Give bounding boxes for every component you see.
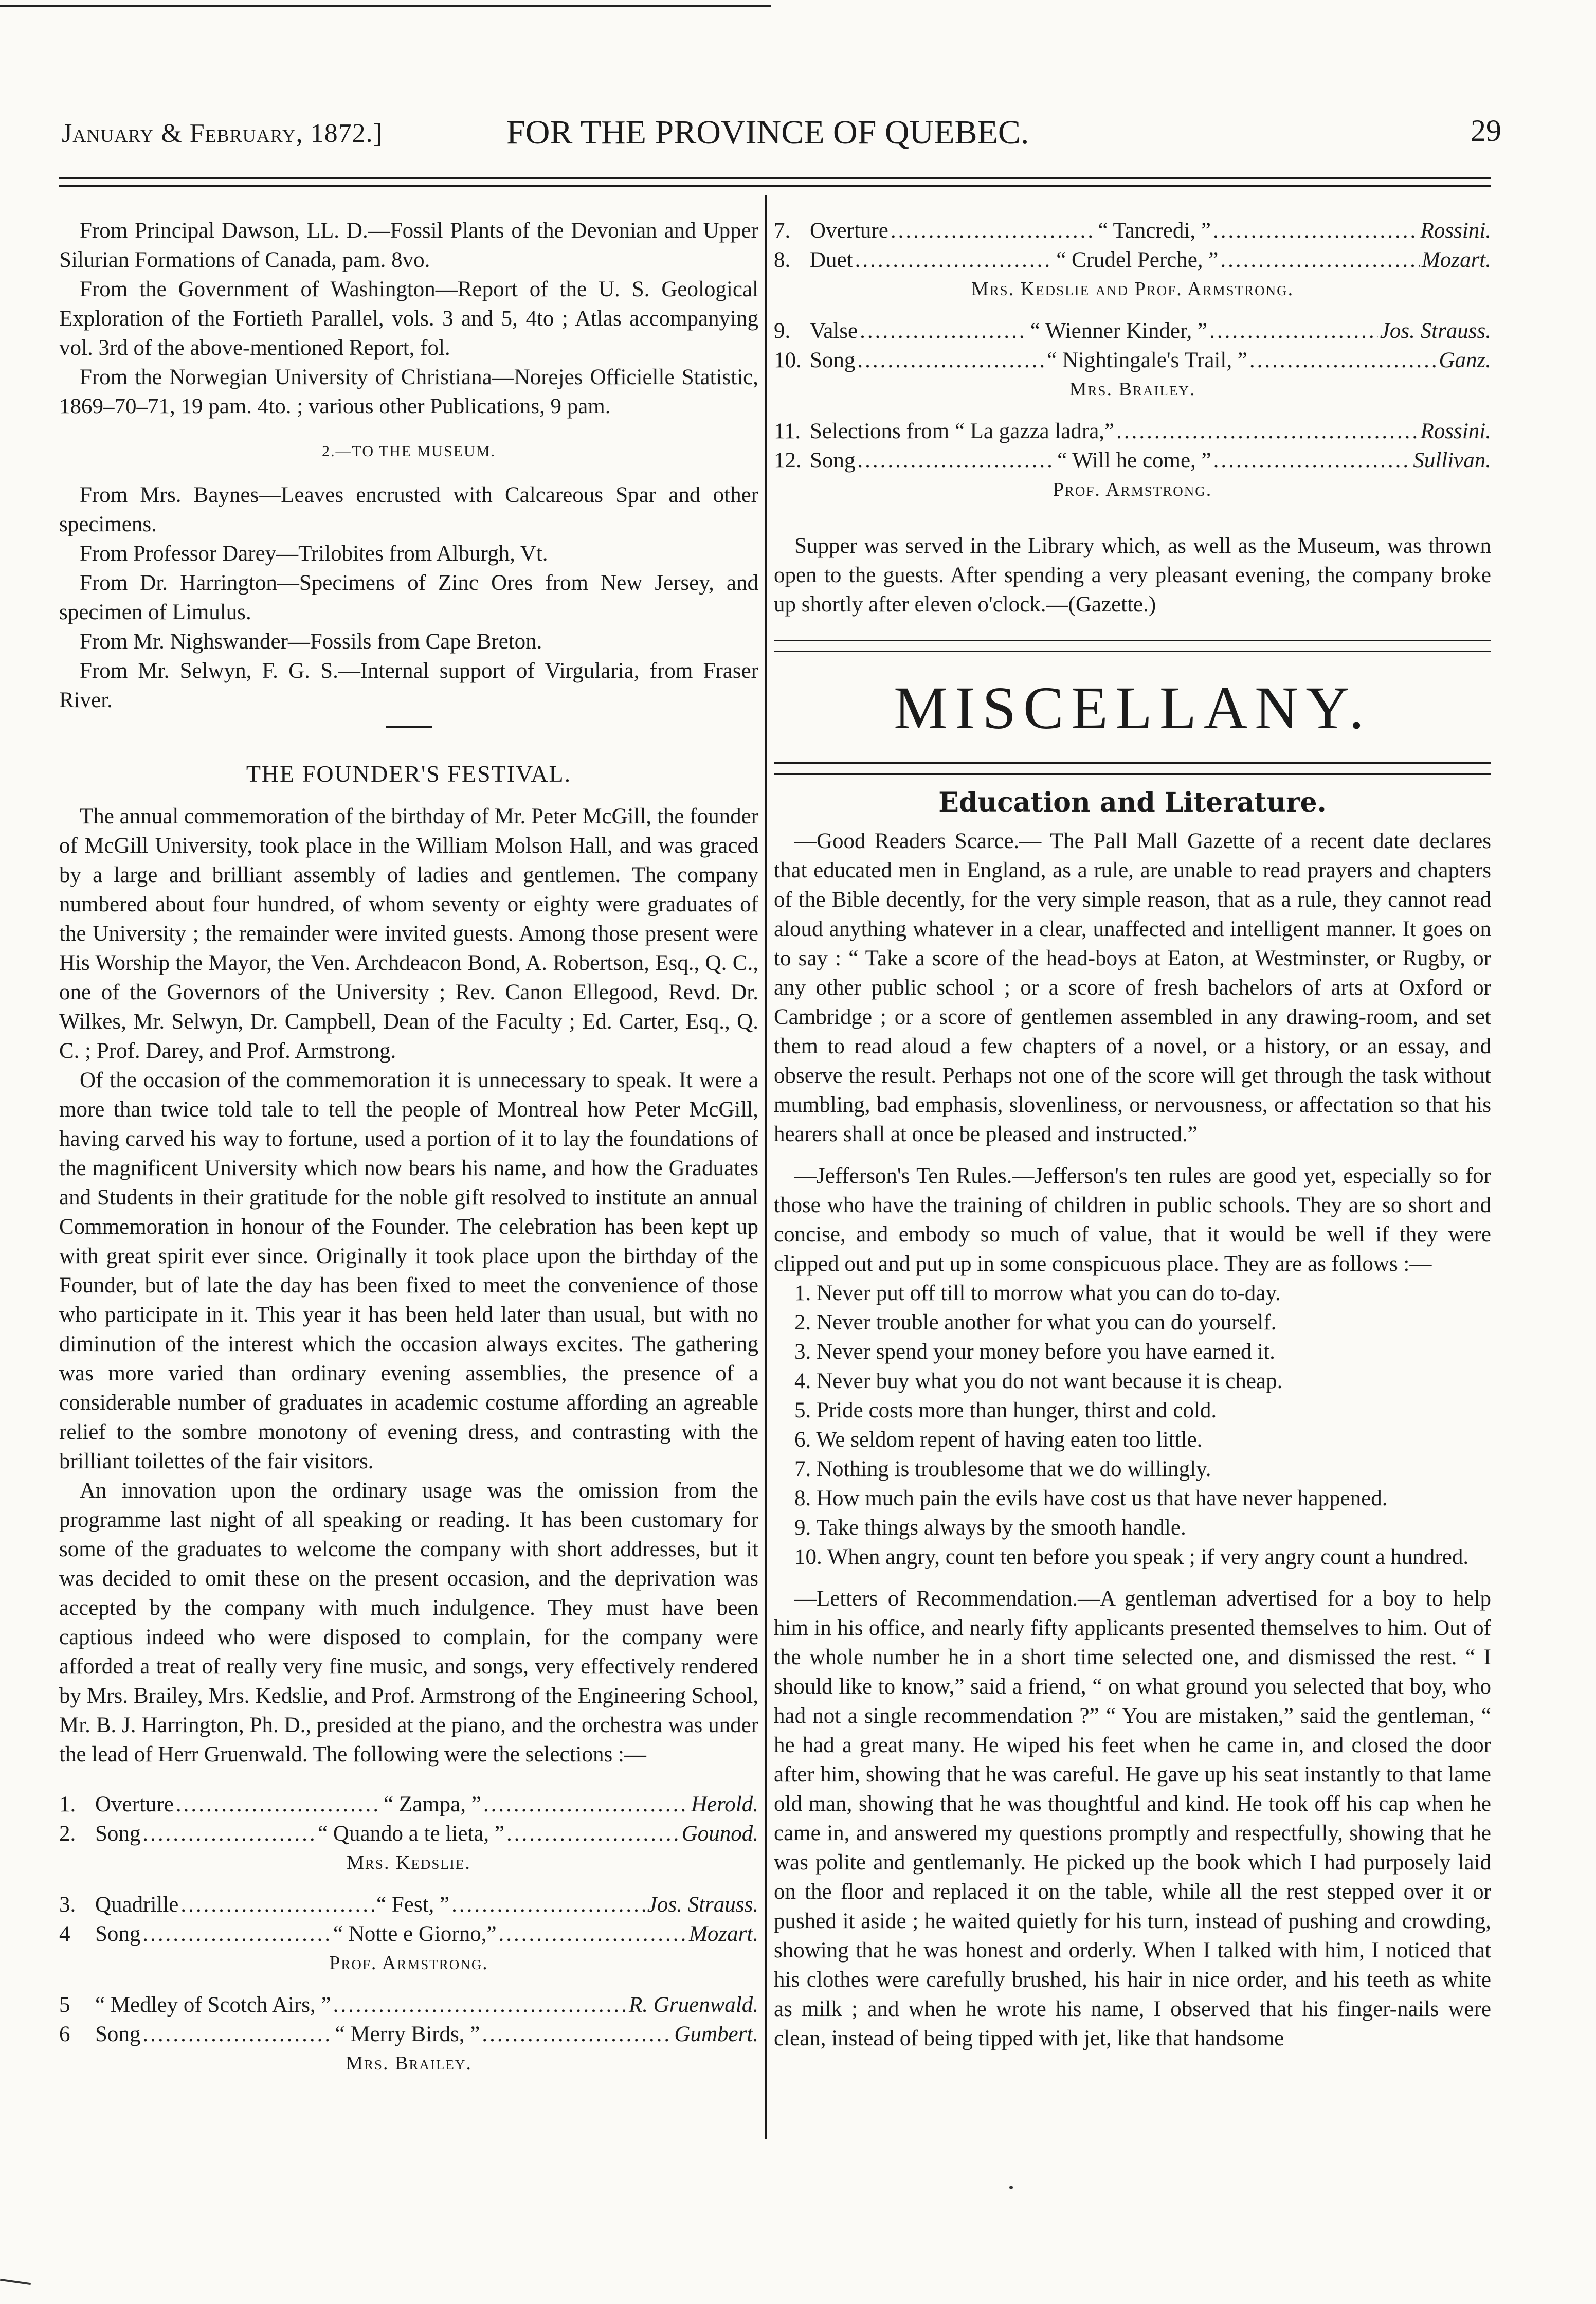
miscellany-heading: MISCELLANY. [894,674,1371,742]
programme-number: 5 [59,1993,70,2017]
programme-composer: Rossini. [1420,219,1492,243]
leader-dots [1249,346,1437,375]
programme-number: 4 [59,1922,70,1946]
page-header [62,114,1501,175]
programme-piece: Song [810,348,856,372]
programme-performer: Mrs. Kedslie. [347,1852,471,1874]
leader-dots [180,1890,374,1919]
leader-dots [142,1819,316,1848]
rule-item: 8. How much pain the evils have cost us that have never happened. [794,1486,1388,1510]
page-corner-mark [0,2279,31,2285]
programme-number: 8. [774,248,791,272]
jefferson-rules [774,1279,1491,1572]
article-jefferson-intro: —Jefferson's Ten Rules.—Jefferson's ten rules are good yet, especially so for those who have the training of children in public schools. They are so short and concise, and embody so much of value, that it would be well if they were clipped out and put up in some conspicuous place. They are as follows :— [774,1164,1491,1276]
donation-entry: From Professor Darey—Trilobites from Alburgh, Vt. [80,542,548,566]
top-border [0,5,771,7]
donation-entry: From Mrs. Baynes—Leaves encrusted with Calcareous Spar and other specimens. [59,483,758,536]
programme-item [774,316,1491,346]
leader-dots [482,2020,672,2049]
leader-dots [451,1890,645,1919]
programme-item [59,1919,758,1949]
rule-item: 5. Pride costs more than hunger, thirst and cold. [794,1398,1217,1423]
programme-composer: Sullivan. [1413,448,1492,473]
rule-item: 10. When angry, count ten before you speak ; if very angry count a hundred. [794,1545,1469,1569]
library-donations [59,216,758,421]
donation-entry: From the Norwegian University of Christiana—Norejes Officielle Statistic, 1869–70–71, 19 pam. 4to. ; various other Publications, 9 pam. [59,365,758,419]
programme-composer: R. Gruenwald. [628,1993,758,2017]
programme-number: 2. [59,1822,76,1846]
programme-number: 7. [774,219,791,243]
leader-dots [142,1919,331,1949]
programme-piece: Overture [95,1792,174,1816]
leader-dots [855,245,1055,275]
leader-dots [1213,216,1419,245]
article-good-readers: —Good Readers Scarce.— The Pall Mall Gazette of a recent date declares that educated men in England, as a rule, are unable to read prayers and chapters of the Bible decently, for the very simple reason, that as a rule, they cannot read aloud anything whatever in a clear, unaffected and intelligent manner. It goes on to say : “ Take a score of the head-boys at Eaton, at Westminster, or Rugby, or any other public school ; or a score of fresh bachelors of arts at Oxford or Cambridge ; or a score of gentlemen assembled in any drawing-room, and set them to read aloud a few chapters of a novel, or a history, or an essay, and observe the result. Perhaps not one of the score will get through the task without mumbling, bad emphasis, slovenliness, or nervousness, or affectation so that his hearers shall at once be pleased and instructed.” [774,829,1491,1146]
donation-entry: From the Government of Washington—Report of the U. S. Geological Exploration of the Fortieth Parallel, vols. 3 and 5, 4to ; Atlas accompanying vol. 3rd of the above-mentioned Report, fol. [59,277,758,360]
double-rule [774,762,1491,775]
supper-paragraph: Supper was served in the Library which, as well as the Museum, was thrown open to the guests. After spending a very pleasant evening, the company broke up shortly after eleven o'clock.—(Gazette.) [774,534,1491,617]
header-rule-2 [59,185,1491,187]
programme-item [774,216,1491,245]
programme-composer: Jos. Strauss. [1380,319,1491,343]
programme-piece: Quadrille [95,1893,179,1917]
programme-performer: Mrs. Brailey. [1069,379,1196,400]
rule-item: 1. Never put off till to morrow what you can do to-day. [794,1281,1281,1305]
programme-composer: Gumbert. [674,2022,759,2046]
header-date: January & February, 1872.] [62,119,383,148]
right-column [774,216,1491,2053]
header-title: FOR THE PROVINCE OF QUEBEC. [506,114,1029,151]
museum-heading: 2.—TO THE MUSEUM. [322,443,496,460]
programme-composer: Herold. [691,1792,759,1816]
double-rule [774,640,1491,652]
programme-piece: Duet [810,248,853,272]
programme-composer: Ganz. [1439,348,1492,372]
programme-performer: Mrs. Kedslie and Prof. Armstrong. [971,278,1294,300]
section-title: Education and Literature. [938,787,1327,818]
leader-dots [857,446,1055,475]
donation-entry: From Mr. Nighswander—Fossils from Cape Breton. [80,629,542,654]
programme-composer: Rossini. [1420,419,1491,443]
programme-item [774,417,1491,446]
programme-piece: Selections from “ La gazza ladra,” [810,419,1115,443]
programme-item [774,245,1491,275]
museum-donations [59,480,758,715]
programme-title: “ Zampa, ” [384,1792,481,1816]
leader-dots [1213,446,1411,475]
programme-number: 6 [59,2022,70,2046]
programme-piece: “ Medley of Scotch Airs, ” [95,1993,331,2017]
programme-list-left [59,1790,758,2091]
leader-dots [857,346,1045,375]
programme-number: 9. [774,319,791,343]
programme-piece: Song [95,1822,141,1846]
festival-paragraph: Of the occasion of the commemoration it is unnecessary to speak. It were a more than twice told tale to tell the people of Montreal how Peter McGill, having carved his way to fortune, used a portion of it to lay the foundations of the magnificent University which now bears his name, and how the Graduates and Students in their gratitude for the noble gift resolved to institute an annual Commemoration in honour of the Founder. The celebration has been kept up with great spirit ever since. Originally it took place upon the birthday of the Founder, but of late the day has been fixed to meet the convenience of those who participate in it. This year it has been held later than usual, but with no diminution of the interest which the occasion always excites. The gathering was more varied than ordinary evening assemblies, the presence of a considerable number of graduates in academic costume affording an agreable relief to the sombre monotony of evening dress, and contrasting with the brilliant toilettes of the fair visitors. [59,1068,758,1473]
festival-paragraph: An innovation upon the ordinary usage was the omission from the programme last night of all speaking or reading. It has been customary for some of the graduates to welcome the company with short addresses, but it was decided to omit these on the present occasion, and the deprivation was accepted by the company with much indulgence. They must have been captious indeed who were disposed to complain, for the company were afforded a treat of really very fine music, and songs, very effectively rendered by Mrs. Brailey, Mrs. Kedslie, and Prof. Armstrong of the Engineering School, Mr. B. J. Harrington, Ph. D., presided at the piano, and the orchestra was under the lead of Herr Gruenwald. The following were the selections :— [59,1479,758,1767]
programme-performer: Mrs. Brailey. [346,2053,472,2074]
column-divider [765,195,767,2139]
festival-title: THE FOUNDER'S FESTIVAL. [246,761,572,787]
programme-number: 11. [774,419,801,443]
leader-dots [1116,417,1418,446]
programme-title: “ Wienner Kinder, ” [1030,319,1208,343]
rule-item: 2. Never trouble another for what you can do yourself. [794,1310,1277,1335]
leader-dots [1209,316,1378,346]
leader-dots [891,216,1096,245]
programme-performer: Prof. Armstrong. [1053,479,1212,500]
section-rule [386,726,432,728]
programme-composer: Mozart. [689,1922,759,1946]
rule-item: 6. We seldom repent of having eaten too little. [794,1428,1203,1452]
programme-title: “ Tancredi, ” [1098,219,1211,243]
programme-item [59,1990,758,2020]
rule-item: 7. Nothing is troublesome that we do willingly. [794,1457,1211,1481]
programme-item [59,1819,758,1848]
rule-item: 3. Never spend your money before you have earned it. [794,1340,1275,1364]
programme-piece: Song [95,2022,141,2046]
festival-paragraph: The annual commemoration of the birthday of Mr. Peter McGill, the founder of McGill University, took place in the William Molson Hall, and was graced by a large and brilliant assembly of ladies and gentlemen. The company numbered about four hundred, of whom seventy or eighty were graduates of the University ; the remainder were invited guests. Among those present were His Worship the Mayor, the Ven. Archdeacon Bond, A. Robertson, Esq., Q. C., one of the Governors of the University ; Rev. Canon Ellegood, Revd. Dr. Wilkes, Mr. Selwyn, Dr. Campbell, Dean of the Faculty ; Ed. Carter, Esq., Q. C. ; Prof. Darey, and Prof. Armstrong. [59,804,758,1063]
programme-item [59,2020,758,2049]
print-speck [1009,2186,1013,2189]
programme-composer: Gounod. [681,1822,758,1846]
programme-composer: Jos. Strauss. [647,1893,758,1917]
left-column [59,216,758,2091]
programme-piece: Overture [810,219,888,243]
donation-entry: From Principal Dawson, LL. D.—Fossil Plants of the Devonian and Upper Silurian Formations of Canada, pam. 8vo. [59,219,758,272]
programme-title: “ Notte e Giorno,” [333,1922,497,1946]
page-number: 29 [1471,114,1501,148]
programme-number: 3. [59,1893,76,1917]
leader-dots [1220,245,1420,275]
programme-composer: Mozart. [1422,248,1491,272]
leader-dots [333,1990,627,2020]
rule-item: 9. Take things always by the smooth handle. [794,1516,1186,1540]
programme-item [59,1890,758,1919]
programme-number: 10. [774,348,802,372]
programme-number: 12. [774,448,802,473]
programme-title: “ Fest, ” [376,1893,450,1917]
programme-performer: Prof. Armstrong. [329,1952,488,1974]
programme-title: “ Quando a te lieta, ” [318,1822,505,1846]
programme-list-right [774,216,1491,517]
programme-piece: Song [95,1922,141,1946]
rule-item: 4. Never buy what you do not want because it is cheap. [794,1369,1283,1393]
programme-piece: Valse [810,319,858,343]
programme-title: “ Crudel Perche, ” [1056,248,1219,272]
leader-dots [142,2020,333,2049]
programme-piece: Song [810,448,856,473]
leader-dots [499,1919,687,1949]
leader-dots [176,1790,382,1819]
programme-title: “ Nightingale's Trail, ” [1046,348,1247,372]
donation-entry: From Mr. Selwyn, F. G. S.—Internal support of Virgularia, from Fraser River. [59,659,758,712]
programme-number: 1. [59,1792,76,1816]
programme-title: “ Merry Birds, ” [335,2022,480,2046]
donation-entry: From Dr. Harrington—Specimens of Zinc Ores from New Jersey, and specimen of Limulus. [59,571,758,624]
leader-dots [860,316,1028,346]
leader-dots [506,1819,680,1848]
header-rule [59,177,1491,179]
article-letters: —Letters of Recommendation.—A gentleman advertised for a boy to help him in his office, and nearly fifty applicants presented themselves to him. Out of the whole number he in a short time selected one, and dismissed the rest. “ I should like to know,” said a friend, “ on what ground you selected that boy, who had not a single recommendation ?” “ You are mistaken,” said the gentleman, “ he had a great many. He wiped his feet when he came in, and closed the door after him, showing that he was careful. He gave up his seat instantly to that lame old man, showing that he was thoughtful and kind. He took off his cap when he came in, and answered my questions promptly and respectfully, showing that he was polite and gentlemanly. He picked up the book which I had purposely laid on the floor and replaced it on the table, while all the rest stepped over it or pushed it aside ; he waited quietly for his turn, instead of pushing and crowding, showing that he was honest and orderly. When I talked with him, I noticed that his clothes were carefully brushed, his hair in nice order, and his teeth as white as milk ; and when he wrote his name, I observed that his finger-nails were clean, instead of being tipped with jet, like that handsome [774,1587,1491,2050]
programme-item [774,346,1491,375]
programme-item [59,1790,758,1819]
leader-dots [483,1790,689,1819]
programme-item [774,446,1491,475]
programme-title: “ Will he come, ” [1057,448,1211,473]
